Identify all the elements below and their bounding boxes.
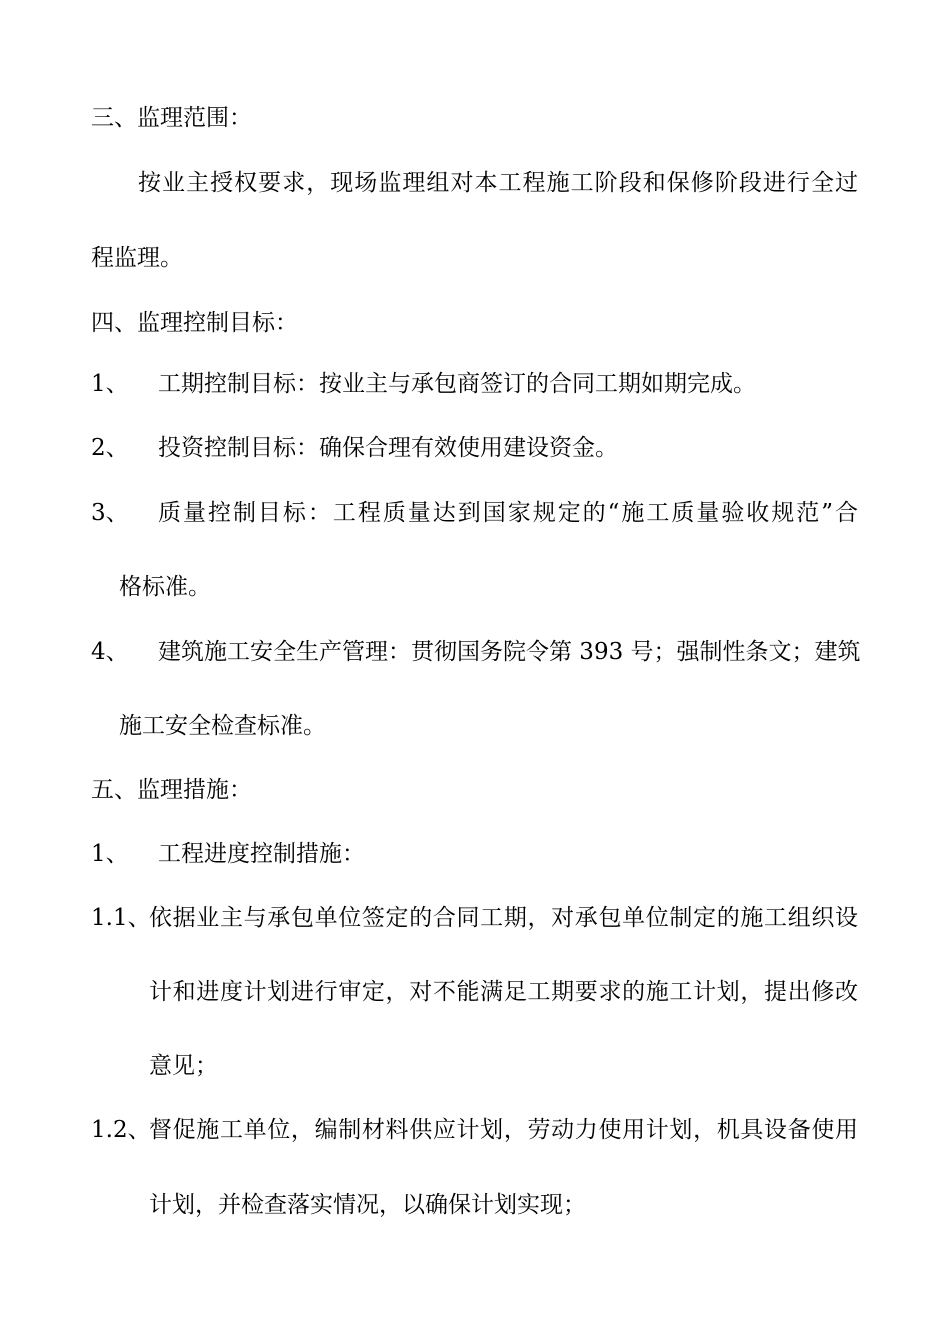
goal-item-number: 1、 bbox=[91, 371, 129, 397]
goal-item-number: 4、 bbox=[91, 639, 129, 665]
goal-item-text: 工期控制目标：按业主与承包商签订的合同工期如期完成。 bbox=[158, 371, 756, 397]
measure-subitem-text-continued: 意见； bbox=[149, 1053, 218, 1079]
measure-subitem-number: 1.2、 bbox=[91, 1117, 151, 1143]
measure-item-text: 工程进度控制措施： bbox=[158, 841, 365, 867]
measure-item-number: 1、 bbox=[91, 841, 129, 867]
measure-subitem-text-continued: 计划，并检查落实情况，以确保计划实现； bbox=[149, 1192, 586, 1218]
goal-item-text: 投资控制目标：确保合理有效使用建设资金。 bbox=[158, 435, 618, 461]
goal-item-text: 质量控制目标：工程质量达到国家规定的“施工质量验收规范”合 bbox=[158, 500, 858, 526]
scope-paragraph-line-1: 按业主授权要求，现场监理组对本工程施工阶段和保修阶段进行全过 bbox=[138, 170, 858, 196]
goal-item-text-continued: 格标准。 bbox=[119, 574, 211, 600]
section-heading-measures: 五、监理措施： bbox=[91, 777, 252, 803]
goal-item-number: 3、 bbox=[91, 500, 129, 526]
section-heading-scope: 三、监理范围： bbox=[91, 105, 252, 131]
goal-item-text: 建筑施工安全生产管理：贯彻国务院令第 393 号；强制性条文；建筑 bbox=[158, 639, 861, 665]
goal-item-text-continued: 施工安全检查标准。 bbox=[119, 713, 326, 739]
measure-subitem-number: 1.1、 bbox=[91, 905, 151, 931]
goal-item-number: 2、 bbox=[91, 435, 129, 461]
measure-subitem-text-continued: 计和进度计划进行审定，对不能满足工期要求的施工计划，提出修改 bbox=[149, 979, 858, 1005]
measure-subitem-text: 督促施工单位，编制材料供应计划，劳动力使用计划，机具设备使用 bbox=[149, 1117, 858, 1143]
scope-paragraph-line-2: 程监理。 bbox=[91, 245, 183, 271]
measure-subitem-text: 依据业主与承包单位签定的合同工期，对承包单位制定的施工组织设 bbox=[149, 905, 858, 931]
section-heading-goals: 四、监理控制目标： bbox=[91, 310, 298, 336]
